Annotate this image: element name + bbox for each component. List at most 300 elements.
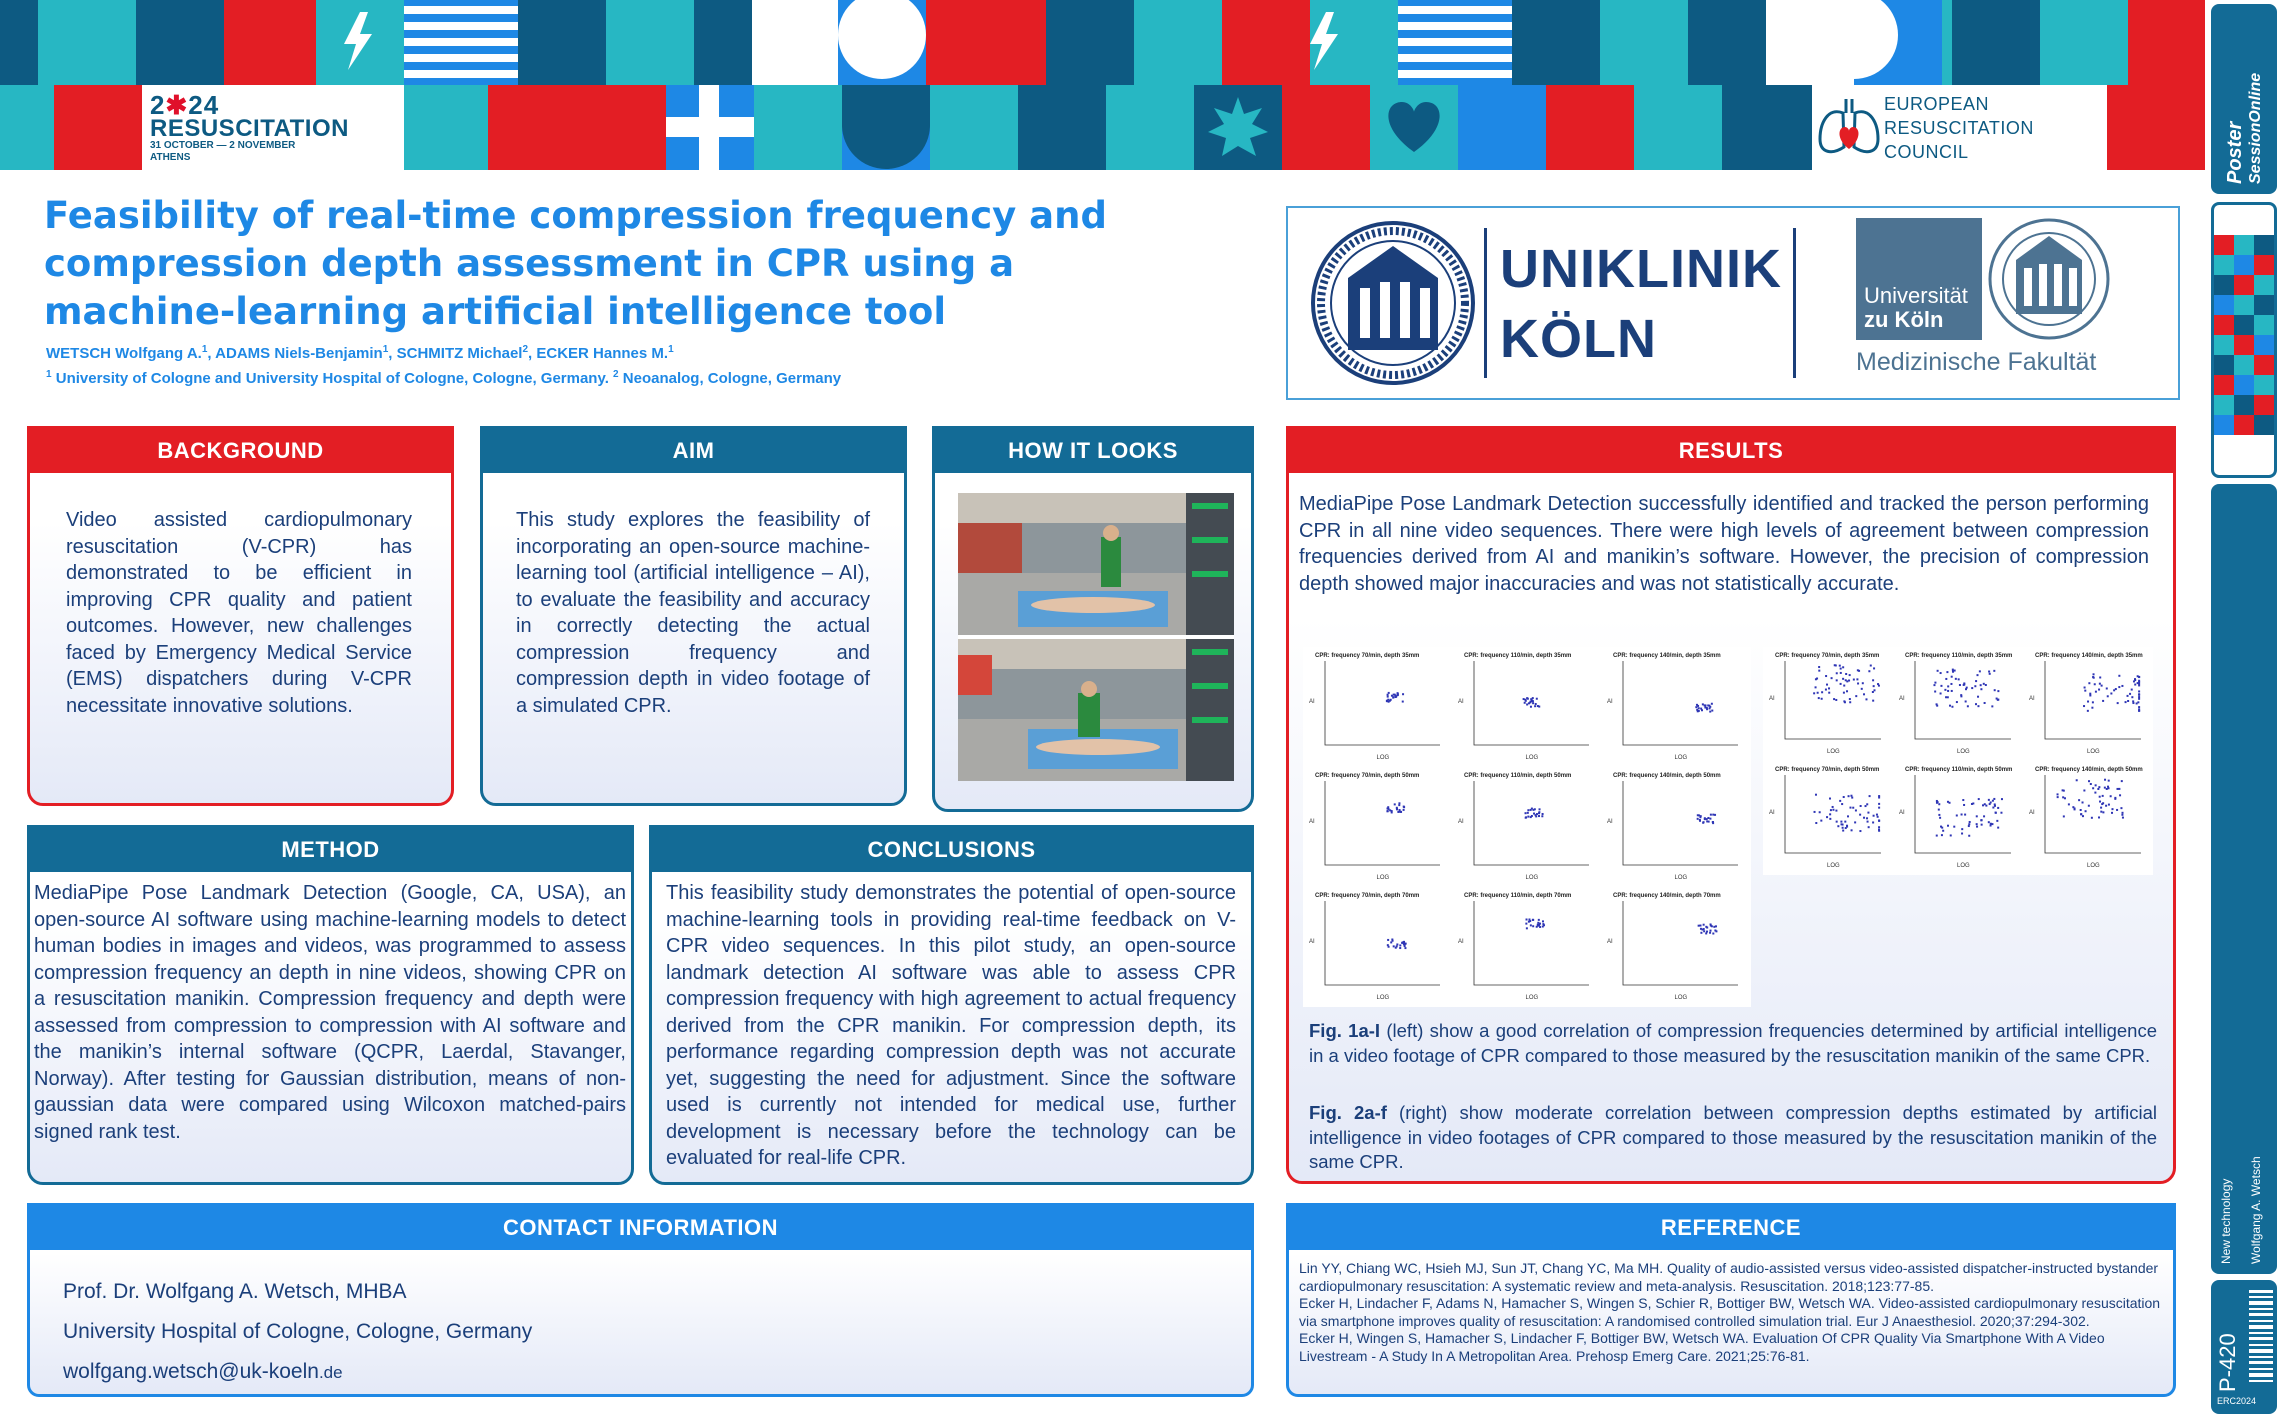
data-point [1541, 815, 1543, 817]
uniklinik-line-2: KÖLN [1500, 309, 1657, 369]
data-point [1386, 700, 1388, 702]
data-point [1988, 799, 1990, 801]
data-point [2104, 787, 2106, 789]
results-panel [1286, 426, 2176, 1184]
data-point [2000, 812, 2002, 814]
data-point [2076, 779, 2078, 781]
data-point [2080, 809, 2082, 811]
plot-title: CPR: frequency 110/min, depth 35mm [1464, 653, 1572, 659]
data-point [1993, 670, 1995, 672]
data-point [1941, 834, 1943, 836]
plot-ylabel: AI [1607, 819, 1613, 825]
data-point [1961, 833, 1963, 835]
data-point [1947, 685, 1949, 687]
data-point [2131, 696, 2133, 698]
data-point [1393, 694, 1395, 696]
logo-divider [1484, 228, 1487, 378]
mini-banner-pattern [2214, 205, 2274, 475]
plot-xlabel: LOG [1957, 749, 1970, 755]
email-address[interactable]: wolfgang.wetsch@uk-koeln [63, 1360, 319, 1383]
data-point [1828, 687, 1830, 689]
reference-item: Ecker H, Wingen S, Hamacher S, Lindacher F, Bottiger BW, Wetsch WA. Evaluation Of CPR Quality Via Smartphone With A Video Livestream - A Study In A Metropolitan Area. Prehosp Emerg Care. 2021;25:76-81. [1299, 1330, 2105, 1364]
data-point [1399, 944, 1401, 946]
data-point [1946, 671, 1948, 673]
data-point [1711, 703, 1713, 705]
data-point [1878, 803, 1880, 805]
data-point [1542, 813, 1544, 815]
data-point [1968, 825, 1970, 827]
plot-axes [1915, 661, 2011, 739]
data-point [2085, 810, 2087, 812]
data-point [2117, 702, 2119, 704]
plot-title: CPR: frequency 140/min, depth 50mm [1613, 773, 1721, 779]
data-point [2115, 688, 2117, 690]
scatter-plot [2029, 767, 2143, 869]
data-point [1950, 834, 1952, 836]
data-point [1945, 678, 1947, 680]
plot-axes [1785, 775, 1881, 853]
data-point [2138, 706, 2140, 708]
data-point [1832, 809, 1834, 811]
logo-year-left: 2 [150, 90, 166, 120]
data-point [1815, 686, 1817, 688]
data-point [1706, 818, 1708, 820]
plot-axes [1623, 781, 1738, 865]
logo-city: ATHENS [150, 152, 191, 163]
data-point [1866, 817, 1868, 819]
data-point [2108, 804, 2110, 806]
data-point [1972, 802, 1974, 804]
data-point [1530, 809, 1532, 811]
fig2-label: Fig. 2a-f [1309, 1102, 1387, 1123]
scatter-plot [1309, 653, 1440, 761]
data-point [1947, 825, 1949, 827]
data-point [2092, 787, 2094, 789]
data-point [1829, 818, 1831, 820]
data-point [2093, 673, 2095, 675]
plot-xlabel: LOG [1674, 875, 1688, 881]
data-point [1872, 700, 1874, 702]
data-point [1963, 804, 1965, 806]
data-point [1707, 704, 1709, 706]
data-point [1952, 670, 1954, 672]
plot-title: CPR: frequency 140/min, depth 35mm [1613, 653, 1721, 659]
sidebar-brand [2211, 4, 2277, 194]
data-point [1965, 700, 1967, 702]
logo-title: RESUSCITATION [150, 115, 349, 142]
data-point [1529, 920, 1531, 922]
data-point [1975, 703, 1977, 705]
data-point [1951, 706, 1953, 708]
faculty-seal-icon [1986, 216, 2112, 342]
aim-panel [480, 426, 907, 806]
background-panel [27, 426, 454, 806]
plot-title: CPR: frequency 70/min, depth 35mm [1315, 653, 1420, 659]
data-point [1715, 930, 1717, 932]
data-point [1955, 678, 1957, 680]
data-point [1839, 665, 1841, 667]
data-point [2098, 816, 2100, 818]
data-point [1947, 801, 1949, 803]
data-point [1697, 705, 1699, 707]
title-line-3: machine-learning artificial intelligence tool [44, 290, 947, 333]
data-point [2125, 701, 2127, 703]
data-point [1542, 920, 1544, 922]
data-point [1535, 703, 1537, 705]
data-point [1993, 798, 1995, 800]
plot-title: CPR: frequency 110/min, depth 50mm [1905, 767, 2013, 773]
plot-xlabel: LOG [1525, 755, 1539, 761]
data-point [2074, 808, 2076, 810]
reference-list [1299, 1260, 2171, 1365]
data-point [2091, 817, 2093, 819]
data-point [1532, 809, 1534, 811]
data-point [1539, 926, 1541, 928]
data-point [2105, 805, 2107, 807]
contact-email[interactable] [63, 1352, 532, 1393]
data-point [1699, 925, 1701, 927]
data-point [1532, 919, 1534, 921]
data-point [2110, 795, 2112, 797]
scatter-plot [1769, 767, 1881, 869]
data-point [1387, 806, 1389, 808]
data-point [2088, 780, 2090, 782]
data-point [1962, 799, 1964, 801]
data-point [1524, 699, 1526, 701]
data-point [1859, 814, 1861, 816]
data-point [1977, 696, 1979, 698]
conclusions-panel [649, 825, 1254, 1185]
data-point [1389, 700, 1391, 702]
data-point [1530, 924, 1532, 926]
depth-scatter-plots [1763, 647, 2153, 875]
data-point [2087, 701, 2089, 703]
plot-title: CPR: frequency 110/min, depth 70mm [1464, 893, 1572, 899]
data-point [1938, 809, 1940, 811]
data-point [1985, 684, 1987, 686]
data-point [1990, 825, 1992, 827]
data-point [2099, 801, 2101, 803]
data-point [1829, 798, 1831, 800]
plot-title: CPR: frequency 70/min, depth 50mm [1315, 773, 1420, 779]
data-point [2138, 696, 2140, 698]
reference-item: Ecker H, Lindacher F, Adams N, Hamacher S, Wingen S, Schier R, Bottiger BW, Wetsch WA. Video-assisted cardiopulmonary resuscitation via smartphone improves quality of resuscitation: A randomised controlled simulation trial. Eur J Anaesthesiol. 2020;37:294-302. [1299, 1295, 2161, 1329]
author-4: ECKER Hannes M. [536, 345, 669, 362]
data-point [1839, 800, 1841, 802]
data-point [2089, 693, 2091, 695]
author-3: SCHMITZ Michael [396, 345, 523, 362]
data-point [2137, 675, 2139, 677]
data-point [1844, 701, 1846, 703]
data-point [1980, 819, 1982, 821]
data-point [1860, 805, 1862, 807]
data-point [1403, 806, 1405, 808]
data-point [1710, 814, 1712, 816]
data-point [1969, 821, 1971, 823]
data-point [2082, 801, 2084, 803]
resuscitation-2024-logo [150, 92, 400, 162]
plot-xlabel: LOG [1827, 749, 1840, 755]
data-point [2111, 808, 2113, 810]
data-point [1400, 811, 1402, 813]
scatter-plot [1458, 773, 1589, 881]
data-point [2095, 691, 2097, 693]
data-point [1819, 811, 1821, 813]
conclusions-text: This feasibility study demonstrates the potential of open-source machine-learning tools in providing real-time feedback on V-CPR video sequences. In this pilot study, an open-source landmark detection AI software was able to assess CPR compression frequency with high agreement to actual frequency derived from the CPR manikin. For compression depth, its performance regarding compression depth was not accurate yet, suggesting the need for adjustment. Since the software used is currently not intended for medical use, further development is necessary before the technology can be evaluated for real-life CPR. [666, 882, 1236, 1169]
background-text: Video assisted cardiopulmonary resuscitation (V-CPR) has demonstrated to be efficient in improving CPR quality and patient outcomes. However, new challenges faced by Emergency Medical Service (EMS) dispatchers during V-CPR necessitate innovative solutions. [66, 509, 412, 717]
data-point [1402, 693, 1404, 695]
data-point [1850, 795, 1852, 797]
data-point [1821, 698, 1823, 700]
data-point [1997, 699, 1999, 701]
data-point [1840, 683, 1842, 685]
data-point [1712, 933, 1714, 935]
brand-line-2: SessionOnline [2247, 72, 2264, 184]
data-point [1877, 683, 1879, 685]
poster-title [44, 192, 1244, 336]
data-point [1976, 826, 1978, 828]
aim-header: AIM [483, 429, 904, 473]
plot-ylabel: AI [1899, 696, 1905, 702]
data-point [1878, 797, 1880, 799]
data-point [1876, 814, 1878, 816]
data-point [1843, 692, 1845, 694]
logo-year-right: 24 [188, 90, 220, 120]
method-text: MediaPipe Pose Landmark Detection (Google, CA, USA), an open-source AI software using machine-learning models to detect human bodies in images and videos, was programmed to assess compression frequency an depth in nine videos, showing CPR on a resuscitation manikin. Compression frequency and depth were assessed from compression to compression with AI software and the manikin’s internal software (QCPR, Laerdal, Stavanger, Norway). After testing for Gaussian distribution, means of non-gaussian data were compared using Wilcoxon matched-pairs signed rank test. [34, 882, 626, 1143]
data-point [1707, 817, 1709, 819]
data-point [2100, 811, 2102, 813]
data-point [1701, 709, 1703, 711]
scatter-plot [2029, 653, 2143, 755]
data-point [1869, 795, 1871, 797]
scatter-plot [1899, 653, 2012, 755]
plot-axes [1325, 781, 1440, 865]
how-it-looks-header: HOW IT LOOKS [935, 429, 1251, 473]
data-point [1992, 807, 1994, 809]
data-point [1387, 694, 1389, 696]
data-point [1538, 815, 1540, 817]
plot-axes [1474, 661, 1589, 745]
data-point [2001, 798, 2003, 800]
uni-name-line-2: zu Köln [1864, 307, 1944, 332]
data-point [1977, 674, 1979, 676]
plot-ylabel: AI [1309, 939, 1315, 945]
data-point [1538, 919, 1540, 921]
data-point [1854, 821, 1856, 823]
data-point [1714, 814, 1716, 816]
data-point [1836, 672, 1838, 674]
data-point [1699, 819, 1701, 821]
data-point [1391, 695, 1393, 697]
data-point [2057, 796, 2059, 798]
plot-xlabel: LOG [1376, 755, 1390, 761]
data-point [1944, 689, 1946, 691]
data-point [2121, 814, 2123, 816]
plot-title: CPR: frequency 110/min, depth 50mm [1464, 773, 1572, 779]
data-point [2136, 702, 2138, 704]
data-point [1857, 682, 1859, 684]
data-point [2083, 705, 2085, 707]
data-point [1526, 927, 1528, 929]
data-point [2119, 794, 2121, 796]
data-point [2088, 682, 2090, 684]
data-point [1531, 700, 1533, 702]
data-point [1985, 805, 1987, 807]
data-point [1826, 816, 1828, 818]
data-point [1395, 947, 1397, 949]
data-point [1872, 691, 1874, 693]
event-label: ERC2024 [2217, 1396, 2257, 1406]
data-point [1940, 685, 1942, 687]
uni-name-line-1: Universität [1864, 283, 1968, 308]
data-point [1865, 805, 1867, 807]
category-label: New technology [2219, 1178, 2233, 1264]
data-point [1711, 710, 1713, 712]
data-point [2083, 789, 2085, 791]
author-4-affil: 1 [668, 344, 674, 355]
plot-ylabel: AI [1309, 819, 1315, 825]
data-point [1858, 670, 1860, 672]
data-point [1815, 678, 1817, 680]
scatter-plot [1458, 893, 1589, 1001]
data-point [1842, 827, 1844, 829]
plot-title: CPR: frequency 140/min, depth 70mm [1613, 893, 1721, 899]
data-point [1392, 697, 1394, 699]
logo-divider [1793, 228, 1796, 378]
plot-title: CPR: frequency 110/min, depth 35mm [1905, 653, 2013, 659]
reference-item: Lin YY, Chiang WC, Hsieh MJ, Sun JT, Chang YC, Ma MH. Quality of audio-assisted versus video-assisted dispatcher-instructed bystander cardiopulmonary resuscitation: A systematic review and meta-analysis. Resuscitation. 2018;123:77-85. [1299, 1260, 2159, 1294]
data-point [1983, 815, 1985, 817]
data-point [1873, 685, 1875, 687]
poster-id-panel [2211, 1280, 2277, 1414]
data-point [1821, 691, 1823, 693]
data-point [1713, 926, 1715, 928]
data-point [1527, 816, 1529, 818]
author-1-affil: 1 [201, 344, 208, 355]
contact-name: Prof. Dr. Wolfgang A. Wetsch, MHBA [63, 1280, 407, 1303]
data-point [1976, 823, 1978, 825]
plot-ylabel: AI [2029, 696, 2035, 702]
data-point [2099, 796, 2101, 798]
contact-institution: University Hospital of Cologne, Cologne, Germany [63, 1320, 533, 1343]
data-point [1401, 942, 1403, 944]
data-point [2129, 693, 2131, 695]
scatter-grid [1763, 647, 2153, 875]
data-point [1992, 800, 1994, 802]
author-separator: , [388, 345, 397, 362]
data-point [1387, 944, 1389, 946]
scatter-plot [1899, 767, 2012, 869]
data-point [1835, 810, 1837, 812]
email-tld[interactable]: .de [318, 1363, 343, 1382]
data-point [1960, 694, 1962, 696]
data-point [1936, 802, 1938, 804]
data-point [1942, 830, 1944, 832]
data-point [1975, 680, 1977, 682]
data-point [1387, 696, 1389, 698]
data-point [1705, 926, 1707, 928]
data-point [1710, 923, 1712, 925]
data-point [1539, 923, 1541, 925]
results-header: RESULTS [1289, 429, 2173, 473]
data-point [1818, 697, 1820, 699]
data-point [1848, 680, 1850, 682]
data-point [1991, 823, 1993, 825]
data-point [1532, 697, 1534, 699]
data-point [1937, 670, 1939, 672]
data-point [1397, 811, 1399, 813]
results-text: MediaPipe Pose Landmark Detection successfully identified and tracked the person performing CPR in all nine video sequences. There were high levels of agreement between compression frequencies derived from AI and manikin’s software. However, the precision of compression depth showed major inaccuracies and was not statistically accurate. [1299, 493, 2149, 595]
data-point [2068, 803, 2070, 805]
data-point [2108, 787, 2110, 789]
data-point [1815, 822, 1817, 824]
data-point [1963, 683, 1965, 685]
asterisk-icon: ✱ [165, 90, 189, 120]
data-point [1878, 829, 1880, 831]
data-point [1396, 943, 1398, 945]
data-point [1397, 694, 1399, 696]
data-point [1846, 826, 1848, 828]
logo-dates: 31 OCTOBER — 2 NOVEMBER [150, 140, 296, 151]
fig2-caption [1309, 1101, 2157, 1175]
data-point [1843, 796, 1845, 798]
plot-axes [2045, 775, 2141, 853]
data-point [1835, 699, 1837, 701]
plot-ylabel: AI [1458, 699, 1464, 705]
data-point [1933, 684, 1935, 686]
data-point [2138, 684, 2140, 686]
data-point [2138, 710, 2140, 712]
fig2-text: (right) show moderate correlation between compression depths estimated by artificial intelligence in video footages of CPR compared to those measured by the resuscitation manikin of the same CPR. [1309, 1102, 2157, 1172]
data-point [1842, 830, 1844, 832]
data-point [2084, 690, 2086, 692]
data-point [1830, 809, 1832, 811]
data-point [1989, 803, 1991, 805]
reference-panel [1286, 1203, 2176, 1397]
data-point [1396, 808, 1398, 810]
data-point [1538, 812, 1540, 814]
data-point [2111, 812, 2113, 814]
data-point [1978, 798, 1980, 800]
data-point [1870, 665, 1872, 667]
data-point [1849, 807, 1851, 809]
affil-2: Neoanalog, Cologne, Germany [622, 370, 842, 387]
sidebar-info-panel [2211, 484, 2277, 1274]
data-point [1841, 803, 1843, 805]
data-point [1539, 808, 1541, 810]
data-point [1404, 947, 1406, 949]
data-point [1878, 807, 1880, 809]
background-header: BACKGROUND [30, 429, 451, 473]
data-point [1709, 932, 1711, 934]
data-point [2094, 683, 2096, 685]
data-point [1977, 705, 1979, 707]
data-point [1527, 812, 1529, 814]
data-point [1840, 823, 1842, 825]
data-point [2089, 694, 2091, 696]
data-point [1833, 698, 1835, 700]
data-point [1530, 706, 1532, 708]
data-point [2080, 813, 2082, 815]
plot-ylabel: AI [1769, 810, 1775, 816]
plot-xlabel: LOG [1827, 863, 1840, 869]
data-point [1995, 812, 1997, 814]
uni-koeln-block [1856, 218, 1982, 340]
plot-title: CPR: frequency 140/min, depth 35mm [2035, 653, 2143, 659]
data-point [1394, 803, 1396, 805]
data-point [1842, 678, 1844, 680]
data-point [2127, 700, 2129, 702]
